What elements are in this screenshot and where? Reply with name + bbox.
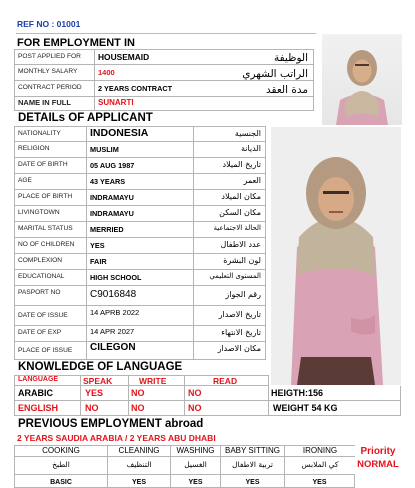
ref-number: REF NO : 01001 — [17, 19, 81, 29]
expiry-date-value: 14 APR 2027 — [86, 326, 194, 342]
arabic-read: NO — [185, 386, 269, 401]
applicant-heading: DETAILs OF APPLICANT — [18, 112, 153, 124]
children-label: NO OF CHILDREN — [14, 238, 86, 254]
cooking-level: BASIC — [14, 475, 107, 488]
marital-label: MARITAL STATUS — [14, 222, 86, 238]
expiry-date-label: DATE OF EXP — [14, 326, 86, 342]
washing-header: WASHING — [170, 445, 220, 457]
speak-col-header: SPEAK — [81, 375, 129, 386]
place-of-issue-arabic: مكان الاصدار — [194, 342, 266, 360]
cooking-header: COOKING — [14, 445, 107, 457]
children-value: YES — [86, 238, 194, 254]
issue-date-label: DATE OF ISSUE — [14, 306, 86, 326]
name-value: SUNARTI — [94, 97, 314, 111]
religion-arabic: الديانة — [194, 142, 266, 158]
cleaning-arabic: التنظيف — [107, 457, 170, 475]
nationality-label: NATIONALITY — [14, 126, 86, 142]
children-arabic: عدد الاطفال — [194, 238, 266, 254]
livingtown-arabic: مكان السكن — [194, 206, 266, 222]
employment-heading: FOR EMPLOYMENT IN — [17, 37, 135, 49]
portrait-small-graphic — [322, 34, 402, 125]
name-label: NAME IN FULL — [14, 97, 94, 111]
post-label: POST APPLIED FOR — [14, 49, 94, 65]
english-write: NO — [129, 401, 185, 416]
salary-label: MONTHLY SALARY — [14, 65, 94, 81]
arabic-write: NO — [129, 386, 185, 401]
english-language: ENGLISH — [14, 401, 81, 416]
arabic-speak: YES — [81, 386, 129, 401]
english-speak: NO — [81, 401, 129, 416]
baby-sitting-level: YES — [220, 475, 284, 488]
ironing-header: IRONING — [284, 445, 355, 457]
contract-arabic: مدة العقد — [266, 84, 308, 96]
complexion-value: FAIR — [86, 254, 194, 270]
header-rule — [16, 33, 316, 34]
portrait-large-graphic — [271, 127, 401, 385]
education-label: EDUCATIONAL — [14, 270, 86, 286]
nationality-value: INDONESIA — [86, 126, 194, 142]
cleaning-header: CLEANING — [107, 445, 170, 457]
english-read: NO — [185, 401, 269, 416]
portrait-photo-large — [271, 127, 401, 385]
education-value: HIGH SCHOOL — [86, 270, 194, 286]
ironing-level: YES — [284, 475, 355, 488]
complexion-arabic: لون البشرة — [194, 254, 266, 270]
pob-label: PLACE OF BIRTH — [14, 190, 86, 206]
expiry-date-arabic: تاريخ الانتهاء — [194, 326, 266, 342]
baby-sitting-header: BABY SITTING — [220, 445, 284, 457]
write-col-header: WRITE — [129, 375, 185, 386]
issue-date-arabic: تاريخ الاصدار — [194, 306, 266, 326]
priority-label: Priority — [360, 446, 396, 457]
religion-value: MUSLIM — [86, 142, 194, 158]
issue-date-value: 14 APRB 2022 — [86, 306, 194, 326]
contract-label: CONTRACT PERIOD — [14, 81, 94, 97]
education-arabic: المستوى التعليمي — [194, 270, 266, 286]
dob-value: 05 AUG 1987 — [86, 158, 194, 174]
previous-employment-history: 2 YEARS SAUDIA ARABIA / 2 YEARS ABU DHABI — [17, 433, 216, 443]
pob-arabic: مكان الميلاد — [194, 190, 266, 206]
cleaning-level: YES — [107, 475, 170, 488]
nationality-arabic: الجنسية — [194, 126, 266, 142]
portrait-photo-small — [322, 34, 402, 125]
marital-arabic: الحالة الاجتماعية — [194, 222, 266, 238]
weight-value: WEIGHT 54 KG — [269, 401, 401, 416]
livingtown-label: LIVINGTOWN — [14, 206, 86, 222]
livingtown-value: INDRAMAYU — [86, 206, 194, 222]
salary-value: 1400 — [94, 65, 314, 81]
cooking-arabic: الطبخ — [14, 457, 107, 475]
complexion-label: COMPLEXION — [14, 254, 86, 270]
passport-label: PASPORT NO — [14, 286, 86, 306]
pob-value: INDRAMAYU — [86, 190, 194, 206]
language-heading: KNOWLEDGE OF LANGUAGE — [18, 361, 183, 373]
post-value: HOUSEMAID — [94, 49, 314, 65]
contract-value: 2 YEARS CONTRACT — [94, 81, 314, 97]
ironing-arabic: كي الملابس — [284, 457, 355, 475]
passport-value: C9016848 — [86, 286, 194, 306]
marital-value: MERRIED — [86, 222, 194, 238]
place-of-issue-value: CILEGON — [86, 342, 194, 360]
age-arabic: العمر — [194, 174, 266, 190]
age-label: AGE — [14, 174, 86, 190]
salary-arabic: الراتب الشهري — [242, 68, 308, 80]
washing-arabic: الغسيل — [170, 457, 220, 475]
previous-employment-heading: PREVIOUS EMPLOYMENT abroad — [18, 418, 204, 430]
height-value: HEIGTH:156 — [269, 386, 401, 401]
baby-sitting-arabic: تربية الاطفال — [220, 457, 284, 475]
post-arabic: الوظيفة — [273, 52, 308, 64]
priority-value: NORMAL — [357, 459, 399, 470]
read-col-header: READ — [185, 375, 269, 386]
dob-arabic: تاريخ الميلاد — [194, 158, 266, 174]
arabic-language: ARABIC — [14, 386, 81, 401]
dob-label: DATE OF BIRTH — [14, 158, 86, 174]
passport-arabic: رقم الجواز — [194, 286, 266, 306]
language-col-header: LANGUAGE — [14, 375, 81, 386]
religion-label: RELIGION — [14, 142, 86, 158]
age-value: 43 YEARS — [86, 174, 194, 190]
washing-level: YES — [170, 475, 220, 488]
place-of-issue-label: PLACE OF ISSUE — [14, 342, 86, 360]
